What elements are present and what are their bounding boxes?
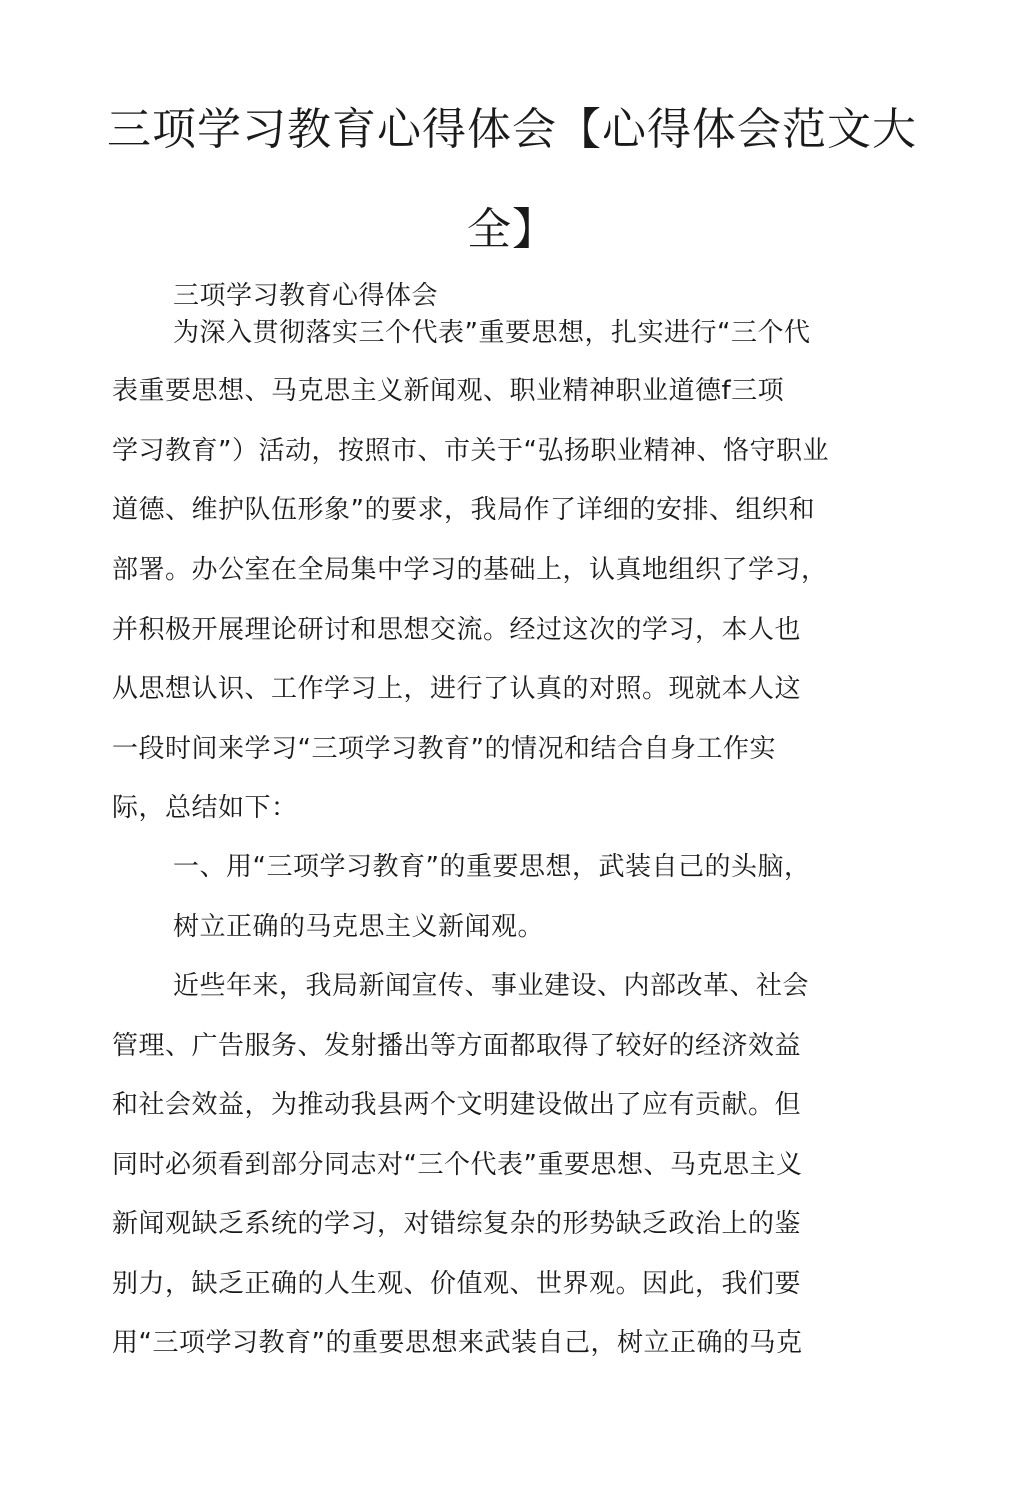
subtitle: 三项学习教育心得体会	[173, 281, 439, 311]
paragraph-line: 和社会效益，为推动我县两个文明建设做出了应有贡献。但	[112, 1090, 802, 1120]
paragraph-line: 新闻观缺乏系统的学习，对错综复杂的形势缺乏政治上的鉴	[112, 1209, 802, 1239]
paragraph-line: 从思想认识、工作学习上，进行了认真的对照。现就本人这	[112, 674, 802, 704]
paragraph-line: 学习教育”）活动，按照市、市关于“弘扬职业精神、恪守职业	[112, 436, 829, 466]
paragraph-line: 用“三项学习教育”的重要思想来武装自己，树立正确的马克	[112, 1328, 803, 1358]
document-title-line-2: 全】	[467, 204, 557, 255]
section-heading: 一、用“三项学习教育”的重要思想，武装自己的头脑，	[173, 852, 811, 882]
paragraph-line: 一段时间来学习“三项学习教育”的情况和结合自身工作实	[112, 734, 776, 764]
paragraph-line: 近些年来，我局新闻宣传、事业建设、内部改革、社会	[173, 971, 810, 1001]
paragraph-line: 际，总结如下：	[112, 793, 298, 823]
paragraph-line: 部署。办公室在全局集中学习的基础上，认真地组织了学习，	[112, 555, 828, 585]
paragraph-line: 同时必须看到部分同志对“三个代表”重要思想、马克思主义	[112, 1150, 803, 1180]
paragraph-line: 别力，缺乏正确的人生观、价值观、世界观。因此，我们要	[112, 1269, 802, 1299]
section-heading: 树立正确的马克思主义新闻观。	[173, 912, 545, 942]
paragraph-line: 并积极开展理论研讨和思想交流。经过这次的学习，本人也	[112, 615, 802, 645]
document-title-line-1: 三项学习教育心得体会【心得体会范文大	[107, 104, 917, 155]
paragraph-line: 管理、广告服务、发射播出等方面都取得了较好的经济效益	[112, 1031, 802, 1061]
paragraph-line: 表重要思想、马克思主义新闻观、职业精神职业道德f三项	[112, 376, 785, 406]
paragraph-line: 道德、维护队伍形象”的要求，我局作了详细的安排、组织和	[112, 495, 815, 525]
paragraph-line: 为深入贯彻落实三个代表”重要思想，扎实进行“三个代	[173, 318, 811, 348]
